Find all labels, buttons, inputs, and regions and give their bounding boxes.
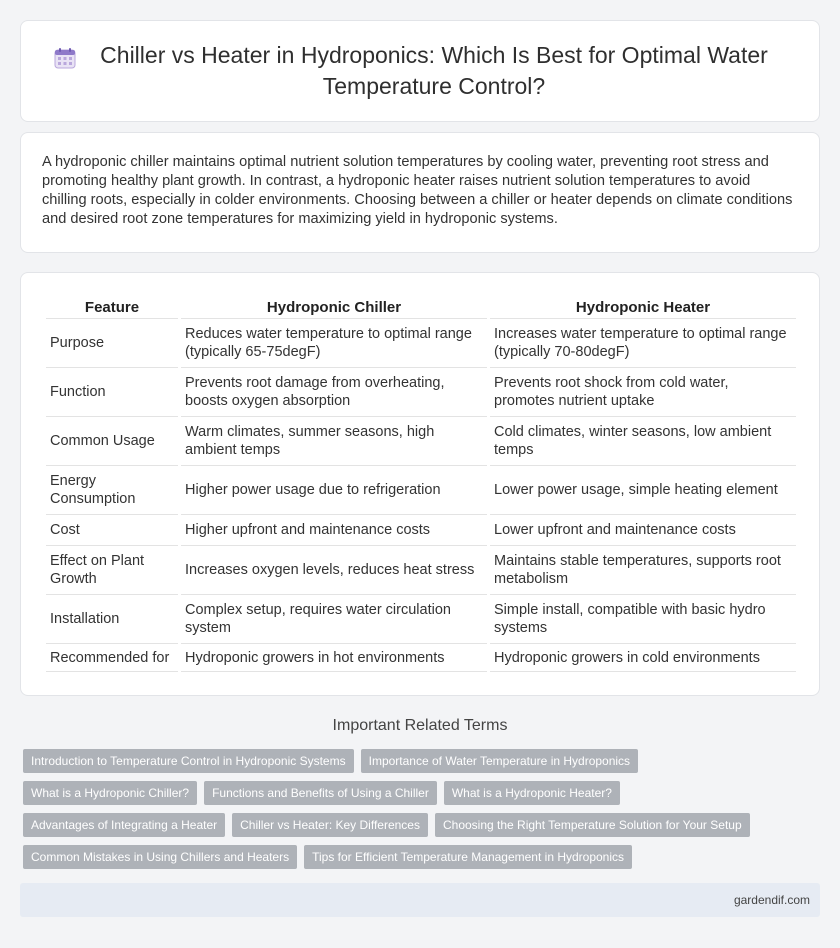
feature-cell: Installation xyxy=(46,595,178,644)
related-term-tag[interactable]: Tips for Efficient Temperature Management in Hydroponics xyxy=(304,845,632,869)
intro-paragraph: A hydroponic chiller maintains optimal nutrient solution temperatures by cooling water, preventing root stress and promoting healthy plant growth. In contrast, a hydroponic heater raises nutrient solution temperatures to avoid chilling roots, especially in colder environments. Choosing between a chiller or heater depends on climate conditions and desired root zone temperatures for maximizing yield in hydroponic systems. xyxy=(42,154,793,227)
comparison-table xyxy=(43,297,799,672)
chiller-cell: Reduces water temperature to optimal range (typically 65-75degF) xyxy=(181,319,487,368)
heater-cell: Lower power usage, simple heating element xyxy=(490,466,796,515)
heater-cell: Lower upfront and maintenance costs xyxy=(490,515,796,546)
comparison-card xyxy=(20,272,820,696)
heater-cell: Cold climates, winter seasons, low ambient temps xyxy=(490,417,796,466)
intro-card xyxy=(20,132,820,253)
heater-cell: Increases water temperature to optimal range (typically 70-80degF) xyxy=(490,319,796,368)
heater-cell: Hydroponic growers in cold environments xyxy=(490,644,796,672)
table-row xyxy=(46,515,796,546)
header-chiller: Hydroponic Chiller xyxy=(181,297,487,319)
feature-cell: Purpose xyxy=(46,319,178,368)
related-term-tag[interactable]: Introduction to Temperature Control in Hydroponic Systems xyxy=(23,749,354,773)
chiller-cell: Prevents root damage from overheating, boosts oxygen absorption xyxy=(181,368,487,417)
related-term-tag[interactable]: Chiller vs Heater: Key Differences xyxy=(232,813,428,837)
footer xyxy=(20,883,820,917)
table-row xyxy=(46,466,796,515)
feature-cell: Recommended for xyxy=(46,644,178,672)
header-heater: Hydroponic Heater xyxy=(490,297,796,319)
related-terms-heading: Important Related Terms xyxy=(332,717,508,734)
related-term-tag[interactable]: Common Mistakes in Using Chillers and Heaters xyxy=(23,845,297,869)
feature-cell: Common Usage xyxy=(46,417,178,466)
related-terms-list xyxy=(23,749,823,877)
feature-cell: Function xyxy=(46,368,178,417)
related-term-tag[interactable]: Choosing the Right Temperature Solution for Your Setup xyxy=(435,813,750,837)
related-term-tag[interactable]: What is a Hydroponic Chiller? xyxy=(23,781,197,805)
feature-cell: Effect on Plant Growth xyxy=(46,546,178,595)
chiller-cell: Hydroponic growers in hot environments xyxy=(181,644,487,672)
chiller-cell: Increases oxygen levels, reduces heat stress xyxy=(181,546,487,595)
table-row xyxy=(46,368,796,417)
table-row xyxy=(46,546,796,595)
related-term-tag[interactable]: Importance of Water Temperature in Hydroponics xyxy=(361,749,638,773)
related-term-tag[interactable]: Advantages of Integrating a Heater xyxy=(23,813,225,837)
page-title: Chiller vs Heater in Hydroponics: Which Is Best for Optimal Water Temperature Control? xyxy=(100,42,768,99)
feature-cell: Energy Consumption xyxy=(46,466,178,515)
chiller-cell: Higher upfront and maintenance costs xyxy=(181,515,487,546)
table-row xyxy=(46,417,796,466)
feature-cell: Cost xyxy=(46,515,178,546)
chiller-cell: Warm climates, summer seasons, high ambient temps xyxy=(181,417,487,466)
title-card xyxy=(20,20,820,122)
table-row xyxy=(46,319,796,368)
heater-cell: Simple install, compatible with basic hydro systems xyxy=(490,595,796,644)
header-feature: Feature xyxy=(46,297,178,319)
table-header-row xyxy=(46,297,796,319)
table-row xyxy=(46,644,796,672)
related-term-tag[interactable]: Functions and Benefits of Using a Chiller xyxy=(204,781,437,805)
heater-cell: Prevents root shock from cold water, promotes nutrient uptake xyxy=(490,368,796,417)
table-row xyxy=(46,595,796,644)
heater-cell: Maintains stable temperatures, supports root metabolism xyxy=(490,546,796,595)
related-term-tag[interactable]: What is a Hydroponic Heater? xyxy=(444,781,620,805)
chiller-cell: Higher power usage due to refrigeration xyxy=(181,466,487,515)
footer-site-link[interactable]: gardendif.com xyxy=(733,893,810,907)
chiller-cell: Complex setup, requires water circulation system xyxy=(181,595,487,644)
